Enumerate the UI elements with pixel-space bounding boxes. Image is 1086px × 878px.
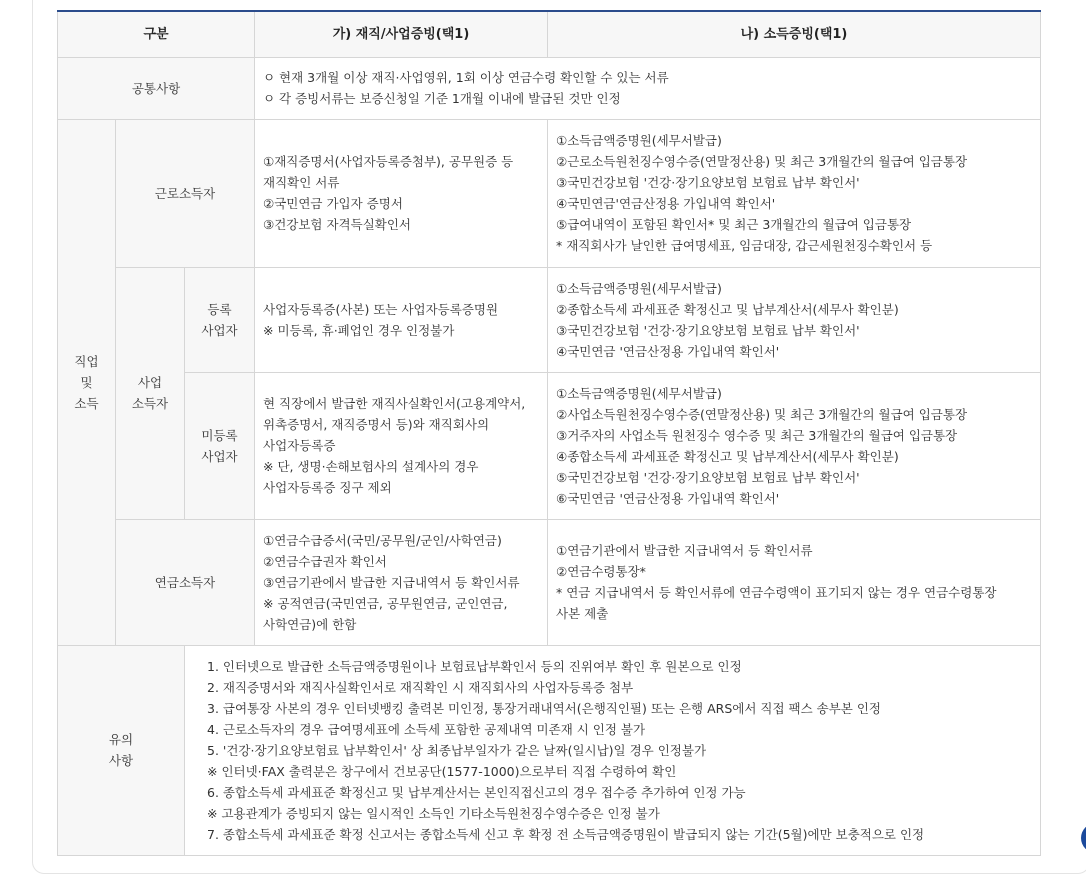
header-category: 구분 bbox=[58, 11, 255, 57]
wage-earner-label: 근로소득자 bbox=[116, 119, 255, 267]
header-employment-proof: 가) 재직/사업증빙(택1) bbox=[255, 11, 548, 57]
registered-business-income: ①소득금액증명원(세무서발급) ②종합소득세 과세표준 확정신고 및 납부계산서(세무사 확인분) ③국민건강보험 '건강·장기요양보험 보험료 납부 확인서' ④국민연금 '연금산정용 가입내역 확인서' bbox=[548, 267, 1041, 372]
registered-business-label: 등록 사업자 bbox=[185, 267, 255, 372]
job-income-group-label: 직업 및 소득 bbox=[58, 119, 116, 645]
notes-label: 유의 사항 bbox=[58, 645, 185, 855]
note-item: 6. 종합소득세 과세표준 확정신고 및 납부계산서는 본인직접신고의 경우 접수증 추가하여 인정 가능 bbox=[207, 784, 746, 800]
note-item: 3. 급여통장 사본의 경우 인터넷뱅킹 출력본 미인정, 통장거래내역서(은행직인필) 또는 은행 ARS에서 직접 팩스 송부본 인정 bbox=[207, 700, 881, 716]
unregistered-business-proof: 현 직장에서 발급한 재직사실확인서(고용계약서, 위촉증명서, 재직증명서 등)와 재직회사의 사업자등록증 ※ 단, 생명·손해보험사의 설계사의 경우 사업자등록증 징구 제외 bbox=[255, 372, 548, 519]
common-line: ㅇ 현재 3개월 이상 재직·사업영위, 1회 이상 연금수령 확인할 수 있는 서류 bbox=[263, 70, 669, 85]
wage-earner-income: ①소득금액증명원(세무서발급) ②근로소득원천징수영수증(연말정산용) 및 최근 3개월간의 월급여 입금통장 ③국민건강보험 '건강·장기요양보험 보험료 납부 확인서' ④국민연금'연금산정용 가입내역 확인서' ⑤급여내역이 포함된 확인서* 및 최근 3개월간의 월급여 입금통장 * 재직회사가 날인한 급여명세표, 임금대장, 갑근세원천징수확인서 등 bbox=[548, 119, 1041, 267]
pension-earner-income: ①연금기관에서 발급한 지급내역서 등 확인서류 ②연금수령통장* * 연금 지급내역서 등 확인서류에 연금수령액이 표기되지 않는 경우 연금수령통장 사본 제출 bbox=[548, 519, 1041, 645]
document-table bbox=[57, 10, 1041, 856]
common-content bbox=[255, 57, 1041, 119]
table-header-row bbox=[58, 11, 1041, 57]
note-item: ※ 인터넷·FAX 출력분은 창구에서 건보공단(1577-1000)으로부터 직접 수령하여 확인 bbox=[207, 763, 677, 779]
header-income-proof: 나) 소득증빙(택1) bbox=[548, 11, 1041, 57]
pension-earner-label: 연금소득자 bbox=[116, 519, 255, 645]
registered-business-row bbox=[58, 267, 1041, 372]
common-line: ㅇ 각 증빙서류는 보증신청일 기준 1개월 이내에 발급된 것만 인정 bbox=[263, 91, 621, 106]
wage-earner-proof: ①재직증명서(사업자등록증첨부), 공무원증 등 재직확인 서류 ②국민연금 가입자 증명서 ③건강보험 자격득실확인서 bbox=[255, 119, 548, 267]
note-item: 4. 근로소득자의 경우 급여명세표에 소득세 포함한 공제내역 미존재 시 인정 불가 bbox=[207, 721, 646, 737]
pension-earner-row bbox=[58, 519, 1041, 645]
business-earner-label: 사업 소득자 bbox=[116, 267, 185, 519]
unregistered-business-row bbox=[58, 372, 1041, 519]
common-row bbox=[58, 57, 1041, 119]
note-item: ※ 고용관계가 증빙되지 않는 일시적인 소득인 기타소득원천징수영수증은 인정 불가 bbox=[207, 805, 660, 821]
note-item: 5. '건강·장기요양보험료 납부확인서' 상 최종납부일자가 같은 날짜(일시납)일 경우 인정불가 bbox=[207, 742, 707, 758]
notes-content bbox=[185, 645, 1041, 855]
common-label: 공통사항 bbox=[58, 57, 255, 119]
notes-row bbox=[58, 645, 1041, 855]
pension-earner-proof: ①연금수급증서(국민/공무원/군인/사학연금) ②연금수급권자 확인서 ③연금기관에서 발급한 지급내역서 등 확인서류 ※ 공적연금(국민연금, 공무원연금, 군인연금, 사학연금)에 한함 bbox=[255, 519, 548, 645]
note-item: 7. 종합소득세 과세표준 확정 신고서는 종합소득세 신고 후 확정 전 소득금액증명원이 발급되지 않는 기간(5월)에만 보충적으로 인정 bbox=[207, 826, 925, 842]
note-item: 1. 인터넷으로 발급한 소득금액증명원이나 보험료납부확인서 등의 진위여부 확인 후 원본으로 인정 bbox=[207, 658, 742, 674]
unregistered-business-label: 미등록 사업자 bbox=[185, 372, 255, 519]
unregistered-business-income: ①소득금액증명원(세무서발급) ②사업소득원천징수영수증(연말정산용) 및 최근 3개월간의 월급여 입금통장 ③거주자의 사업소득 원천징수 영수증 및 최근 3개월간의 월급여 입금통장 ④종합소득세 과세표준 확정신고 및 납부계산서(세무사 확인분) ⑤국민건강보험 '건강·장기요양보험 보험료 납부 확인서' ⑥국민연금 '연금산정용 가입내역 확인서' bbox=[548, 372, 1041, 519]
wage-earner-row bbox=[58, 119, 1041, 267]
registered-business-proof: 사업자등록증(사본) 또는 사업자등록증명원 ※ 미등록, 휴·폐업인 경우 인정불가 bbox=[255, 267, 548, 372]
note-item: 2. 재직증명서와 재직사실확인서로 재직확인 시 재직회사의 사업자등록증 첨부 bbox=[207, 679, 634, 695]
